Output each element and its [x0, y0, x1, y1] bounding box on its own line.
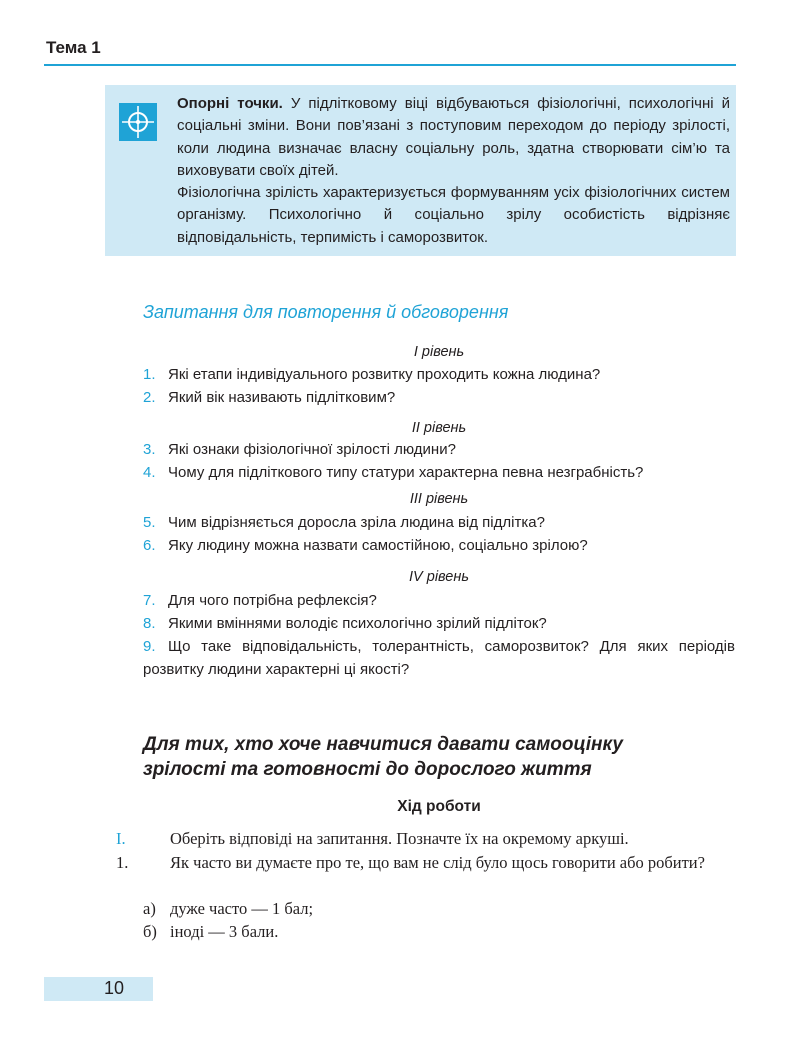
question-text: Які ознаки фізіологічної зрілості людини? — [168, 441, 456, 458]
answer-option-marker: б) — [143, 922, 157, 941]
question-number: 5. — [143, 514, 156, 531]
header-divider — [44, 64, 736, 66]
target-icon — [119, 103, 157, 141]
self-test-title-line-1: Для тих, хто хоче навчитися давати самооцінку — [143, 734, 623, 755]
self-test-title — [143, 732, 735, 782]
question-item — [143, 534, 735, 557]
question-item — [143, 386, 735, 409]
level-label: IV рівень — [409, 569, 469, 585]
question-text: Чому для підліткового типу статури характерна певна незграбність? — [168, 464, 644, 481]
instruction — [116, 828, 762, 850]
question-number: 8. — [143, 615, 156, 632]
key-points-box — [105, 85, 736, 256]
question-item — [143, 589, 735, 612]
question-number: 7. — [143, 592, 156, 609]
question-item — [143, 461, 735, 484]
questions-title: Запитання для повторення й обговорення — [143, 302, 509, 322]
work-title: Хід роботи — [397, 798, 481, 815]
level-label: ІІ рівень — [411, 420, 467, 436]
key-points-text — [177, 93, 730, 249]
question-number: 1. — [143, 366, 156, 383]
page-number-box — [44, 977, 153, 1001]
answer-option-text: іноді — 3 бали. — [170, 922, 279, 941]
test-question-text: Як часто ви думаєте про те, що вам не слід було щось говорити або робити? — [170, 853, 705, 872]
question-text: Які етапи індивідуального розвитку проходить кожна людина? — [168, 366, 601, 383]
self-test-title-line-2: зрілості та готовності до дорослого життя — [143, 759, 592, 780]
answer-option — [143, 898, 735, 920]
question-number: 2. — [143, 389, 156, 406]
test-question — [116, 852, 762, 874]
question-item — [143, 438, 735, 461]
question-text: Чим відрізняється доросла зріла людина від підлітка? — [168, 514, 545, 531]
page-number: 10 — [104, 978, 125, 998]
question-text: Яку людину можна назвати самостійною, соціально зрілою? — [168, 537, 588, 554]
level-label: ІІІ рівень — [409, 491, 469, 507]
question-number: 9. — [143, 638, 156, 655]
question-number: 4. — [143, 464, 156, 481]
question-item — [143, 363, 735, 386]
test-question-number: 1. — [116, 853, 129, 872]
key-points-paragraph-2: Фізіологічна зрілість характеризується формуванням усіх фізіологічних систем організму. Психологічно й соціально зрілу особистість відрізняє відповідальність, терпимість і саморозвиток. — [177, 184, 730, 246]
answer-option-text: дуже часто — 1 бал; — [170, 899, 314, 918]
question-text: Що таке відповідальність, толерантність, саморозвиток? Для яких періодів розвитку людини характерні ці якості? — [143, 638, 735, 678]
instruction-marker: I. — [116, 829, 126, 848]
question-text: Для чого потрібна рефлексія? — [168, 592, 377, 609]
level-label: І рівень — [413, 344, 465, 360]
question-item — [143, 511, 735, 534]
answer-option-marker: а) — [143, 899, 156, 918]
question-item — [143, 635, 735, 681]
question-item — [143, 612, 735, 635]
key-points-lead: Опорні точки. — [177, 95, 283, 112]
question-text: Який вік називають підлітковим? — [168, 389, 396, 406]
question-number: 3. — [143, 441, 156, 458]
instruction-text: Оберіть відповіді на запитання. Позначте їх на окремому аркуші. — [170, 829, 629, 848]
key-points-paragraph-1: У підлітковому віці відбуваються фізіологічні, психологічні й соціальні зміни. Вони пов’язані з поступовим переходом до періоду зрілості, коли людина визначає власну соціальну роль, здатна створювати сім’ю та виховувати своїх дітей. — [177, 95, 730, 179]
question-number: 6. — [143, 537, 156, 554]
question-text: Якими вміннями володіє психологічно зрілий підліток? — [168, 615, 547, 632]
section-title: Тема 1 — [46, 38, 101, 57]
answer-option — [143, 921, 735, 943]
